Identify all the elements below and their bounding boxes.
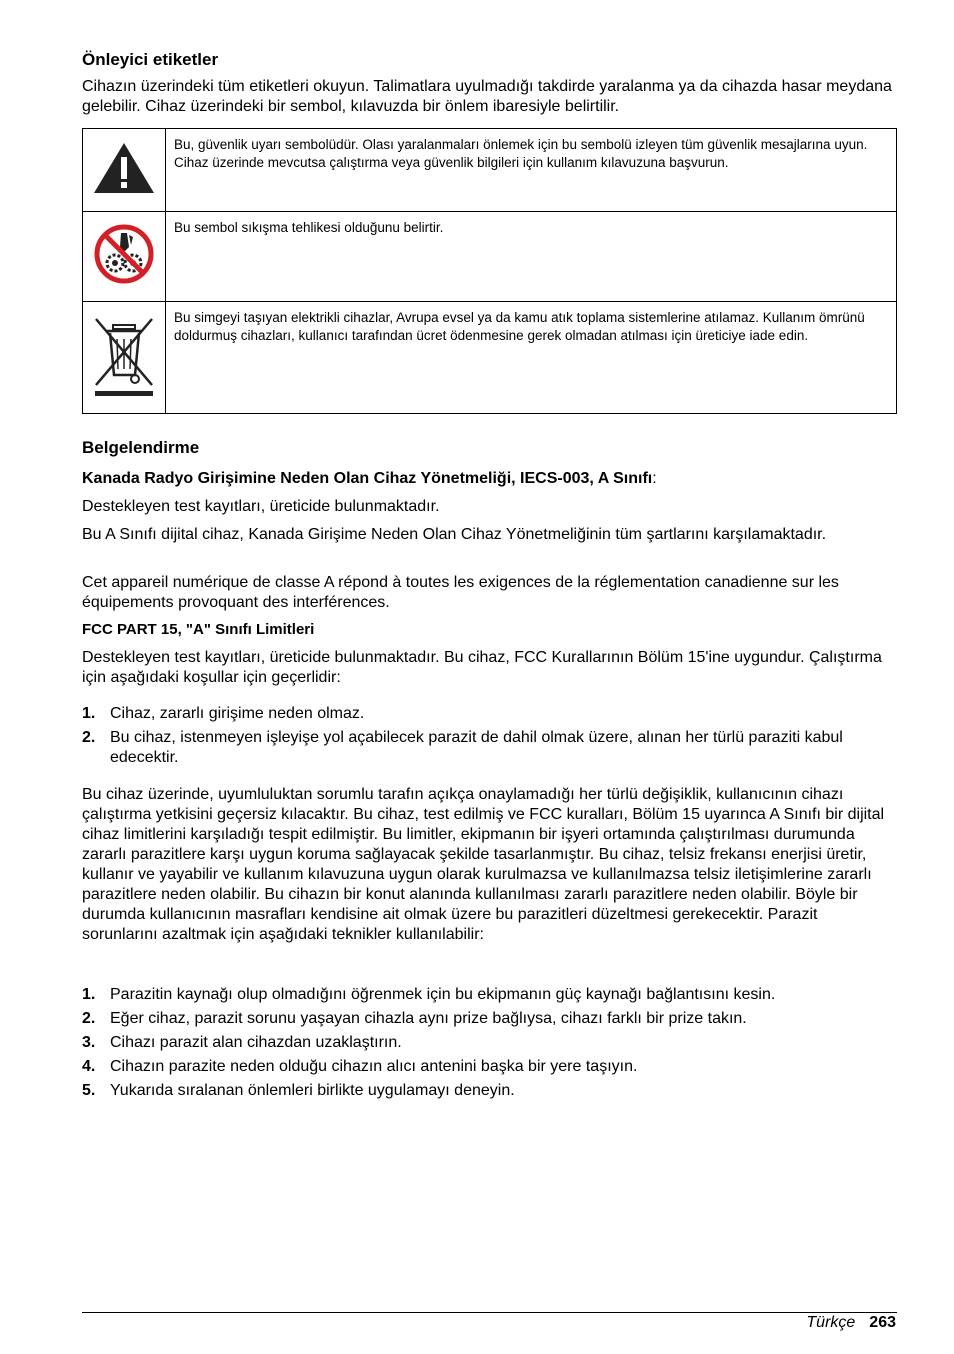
page-footer bbox=[806, 1313, 896, 1333]
warning-triangle-icon bbox=[83, 129, 166, 212]
list-item: 4. Cihazın parazite neden olduğu cihazın alıcı antenini başka bir yere taşıyın. bbox=[82, 1058, 638, 1075]
interference-techniques-list bbox=[82, 985, 897, 1105]
symbol-text-bin: Bu simgeyi taşıyan elektrikli cihazlar, Avrupa evsel ya da kamu atık toplama sistemlerine atılamaz. Kullanım ömrünü doldurmuş cihazları, kullanıcı tarafından ücret ödenmesine gerek olmadan atılması için üreticiye iade edin. bbox=[166, 302, 897, 414]
canada-heading-text: Kanada Radyo Girişimine Neden Olan Cihaz Yönetmeliği, IECS-003, A Sınıfı bbox=[82, 470, 653, 487]
list-item: 5. Yukarıda sıralanan önlemleri birlikte uygulamayı deneyin. bbox=[82, 1082, 515, 1099]
paragraph: Bu A Sınıfı dijital cihaz, Kanada Girişime Neden Olan Cihaz Yönetmeliğinin tüm şartlarını karşılamaktadır. bbox=[82, 526, 827, 543]
symbol-row bbox=[83, 212, 897, 302]
footer-language: Türkçe bbox=[806, 1314, 856, 1331]
section-title-safety-labels: Önleyici etiketler bbox=[82, 50, 219, 69]
symbol-text-warning: Bu, güvenlik uyarı sembolüdür. Olası yaralanmaları önlemek için bu sembolü izleyen tüm güvenlik mesajlarına uyun. Cihaz üzerinde mevcutsa çalıştırma veya güvenlik bilgileri için kullanım kılavuzuna başvurun. bbox=[166, 129, 897, 212]
safety-labels-intro: Cihazın üzerindeki tüm etiketleri okuyun. Talimatlara uyulmadığı takdirde yaralanma ya da cihazda hasar meydana gelebilir. Cihaz üzerindeki bir sembol, kılavuzda bir önlem ibaresiyle belirtilir. bbox=[82, 78, 892, 115]
list-item: 3. Cihazı parazit alan cihazdan uzaklaştırın. bbox=[82, 1034, 402, 1051]
list-item: 2. Bu cihaz, istenmeyen işleyişe yol açabilecek parazit de dahil olmak üzere, alınan her türlü paraziti kabul edecektir. bbox=[82, 729, 843, 766]
fcc-heading: FCC PART 15, "A" Sınıfı Limitleri bbox=[82, 621, 315, 638]
list-item: 1. Parazitin kaynağı olup olmadığını öğrenmek için bu ekipmanın güç kaynağı bağlantısını kesin. bbox=[82, 986, 776, 1003]
crossed-bin-icon bbox=[83, 302, 166, 414]
list-item: 2. Eğer cihaz, parazit sorunu yaşayan cihazla aynı prize bağlıysa, cihazı farklı bir prize takın. bbox=[82, 1010, 747, 1027]
symbol-text-pinch: Bu sembol sıkışma tehlikesi olduğunu belirtir. bbox=[166, 212, 897, 302]
paragraph: Destekleyen test kayıtları, üreticide bulunmaktadır. bbox=[82, 498, 440, 515]
symbol-row bbox=[83, 302, 897, 414]
paragraph: Destekleyen test kayıtları, üreticide bulunmaktadır. Bu cihaz, FCC Kurallarının Bölüm 15'ine uygundur. Çalıştırma için aşağıdaki koşullar için geçerlidir: bbox=[82, 649, 882, 686]
pinch-hazard-icon bbox=[83, 212, 166, 302]
paragraph: Cet appareil numérique de classe A répond à toutes les exigences de la réglementation canadienne sur les équipements provoquant des interférences. bbox=[82, 574, 839, 611]
section-title-certification: Belgelendirme bbox=[82, 438, 200, 457]
footer-divider bbox=[82, 1312, 897, 1313]
conditions-list bbox=[82, 704, 897, 772]
list-item: 1. Cihaz, zararlı girişime neden olmaz. bbox=[82, 705, 365, 722]
paragraph-fcc-details: Bu cihaz üzerinde, uyumluluktan sorumlu tarafın açıkça onaylamadığı her türlü değişiklik, kullanıcının cihazı çalıştırma yetkisini geçersiz kılacaktır. Bu cihaz, test edilmiş ve FCC kuralları, Bölüm 15 uyarınca A Sınıfı bir dijital cihaz limitlerini karşıladığı tespit edilmiştir. Bu limitler, ekipmanın bir işyeri ortamında çalıştırılması durumunda zararlı parazitlere karşı uygun koruma sağlayacak şekilde tasarlanmıştır. Bu cihaz, telsiz frekansı enerjisi üretir, kullanır ve yayabilir ve kullanım kılavuzuna uygun olarak kurulmazsa ve kullanılmazsa telsiz iletişimlerine zararlı parazitlere neden olabilir. Bu cihazın bir konut alanında kullanılması zararlı parazitlere neden olabilir. Böyle bir durumda kullanıcının masrafları kendisine ait olmak üzere bu parazitleri düzeltmesi gerekecektir. Parazit sorunlarını azaltmak için aşağıdaki teknikler kullanılabilir: bbox=[82, 786, 885, 943]
page-number: 263 bbox=[869, 1314, 896, 1331]
canada-heading bbox=[82, 469, 897, 489]
canada-heading-colon: : bbox=[652, 470, 657, 487]
symbol-row bbox=[83, 129, 897, 212]
symbol-table bbox=[82, 128, 897, 414]
